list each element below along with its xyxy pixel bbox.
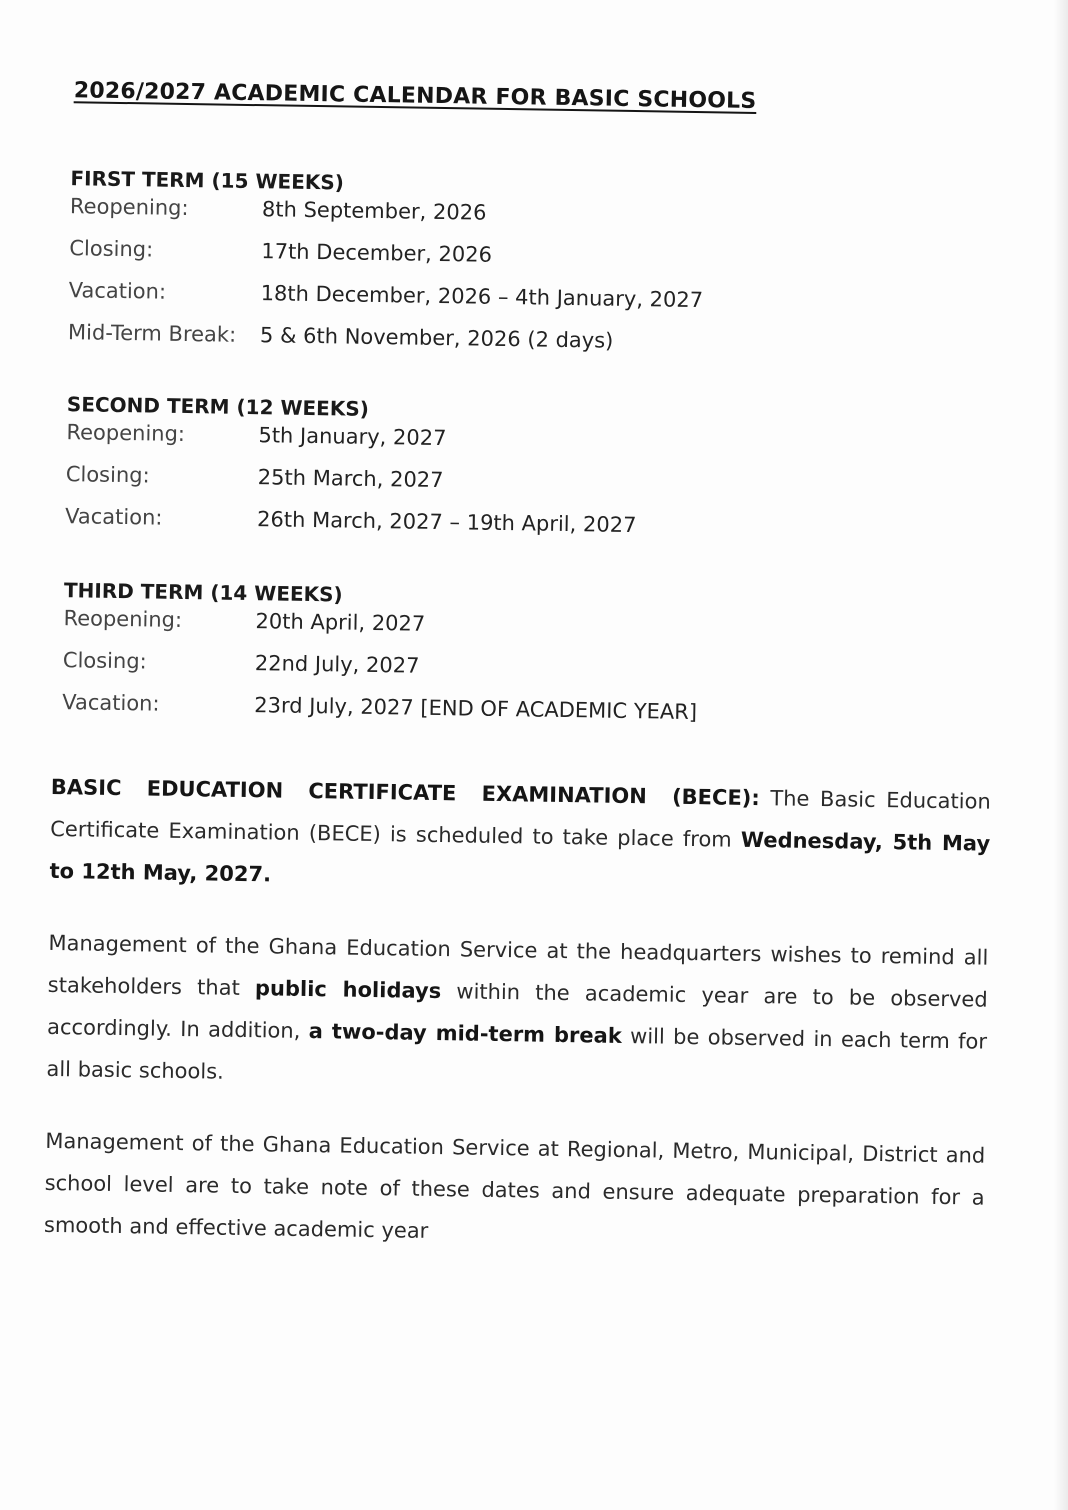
closing-paragraph xyxy=(44,1120,986,1261)
second-term-section xyxy=(65,392,827,558)
vacation-label: Vacation: xyxy=(68,278,167,304)
vacation-label: Vacation: xyxy=(62,690,160,716)
holidays-paragraph xyxy=(46,922,989,1105)
third-term-section xyxy=(62,578,824,744)
bece-heading: BASIC EDUCATION CERTIFICATE EXAMINATION (BECE): xyxy=(50,774,760,811)
document-title: 2026/2027 ACADEMIC CALENDAR FOR BASIC SCHOOLS xyxy=(73,78,757,114)
reopening-label: Reopening: xyxy=(69,194,189,221)
closing-label: Closing: xyxy=(65,462,150,488)
closing-value: 17th December, 2026 xyxy=(261,239,493,267)
closing-label: Closing: xyxy=(69,236,154,262)
midterm-break-emphasis: a two-day mid-term break xyxy=(308,1019,622,1048)
public-holidays-emphasis: public holidays xyxy=(254,976,442,1004)
closing-value: 25th March, 2027 xyxy=(257,465,444,493)
first-term-heading: FIRST TERM (15 WEEKS) xyxy=(70,166,345,195)
midterm-break-value: 5 & 6th November, 2026 (2 days) xyxy=(259,323,614,353)
closing-text: Management of the Ghana Education Service at Regional, Metro, Municipal, District and school level are to take note of these dates and ensure adequate preparation for a smooth and effective academic year xyxy=(43,1128,986,1243)
vacation-value: 18th December, 2026 – 4th January, 2027 xyxy=(260,281,704,313)
third-term-heading: THIRD TERM (14 WEEKS) xyxy=(63,578,343,607)
bece-text: The Basic Education Certificate Examination (BECE) is scheduled to take place from xyxy=(50,786,991,852)
reopening-label: Reopening: xyxy=(66,420,186,447)
holidays-text-3: will be observed in each term for all basic schools. xyxy=(46,1024,988,1084)
closing-label: Closing: xyxy=(62,648,147,674)
holidays-text-2: within the academic year are to be observed accordingly. In addition, xyxy=(46,979,988,1043)
closing-value: 22nd July, 2027 xyxy=(254,651,420,678)
vacation-value: 26th March, 2027 – 19th April, 2027 xyxy=(256,507,637,538)
holidays-text-1: Management of the Ghana Education Service at the headquarters wishes to remind all stakeholders that xyxy=(47,930,989,1000)
bece-dates: Wednesday, 5th May to 12th May, 2027. xyxy=(49,827,991,887)
bece-paragraph xyxy=(49,766,991,907)
reopening-label: Reopening: xyxy=(63,606,183,632)
reopening-value: 20th April, 2027 xyxy=(255,609,426,636)
second-term-heading: SECOND TERM (12 WEEKS) xyxy=(66,392,370,421)
midterm-break-label: Mid-Term Break: xyxy=(67,320,237,347)
reopening-value: 8th September, 2026 xyxy=(261,197,487,225)
reopening-value: 5th January, 2027 xyxy=(258,423,447,451)
vacation-label: Vacation: xyxy=(64,504,163,530)
first-term-section xyxy=(68,166,831,374)
vacation-value: 23rd July, 2027 [END OF ACADEMIC YEAR] xyxy=(254,693,698,725)
